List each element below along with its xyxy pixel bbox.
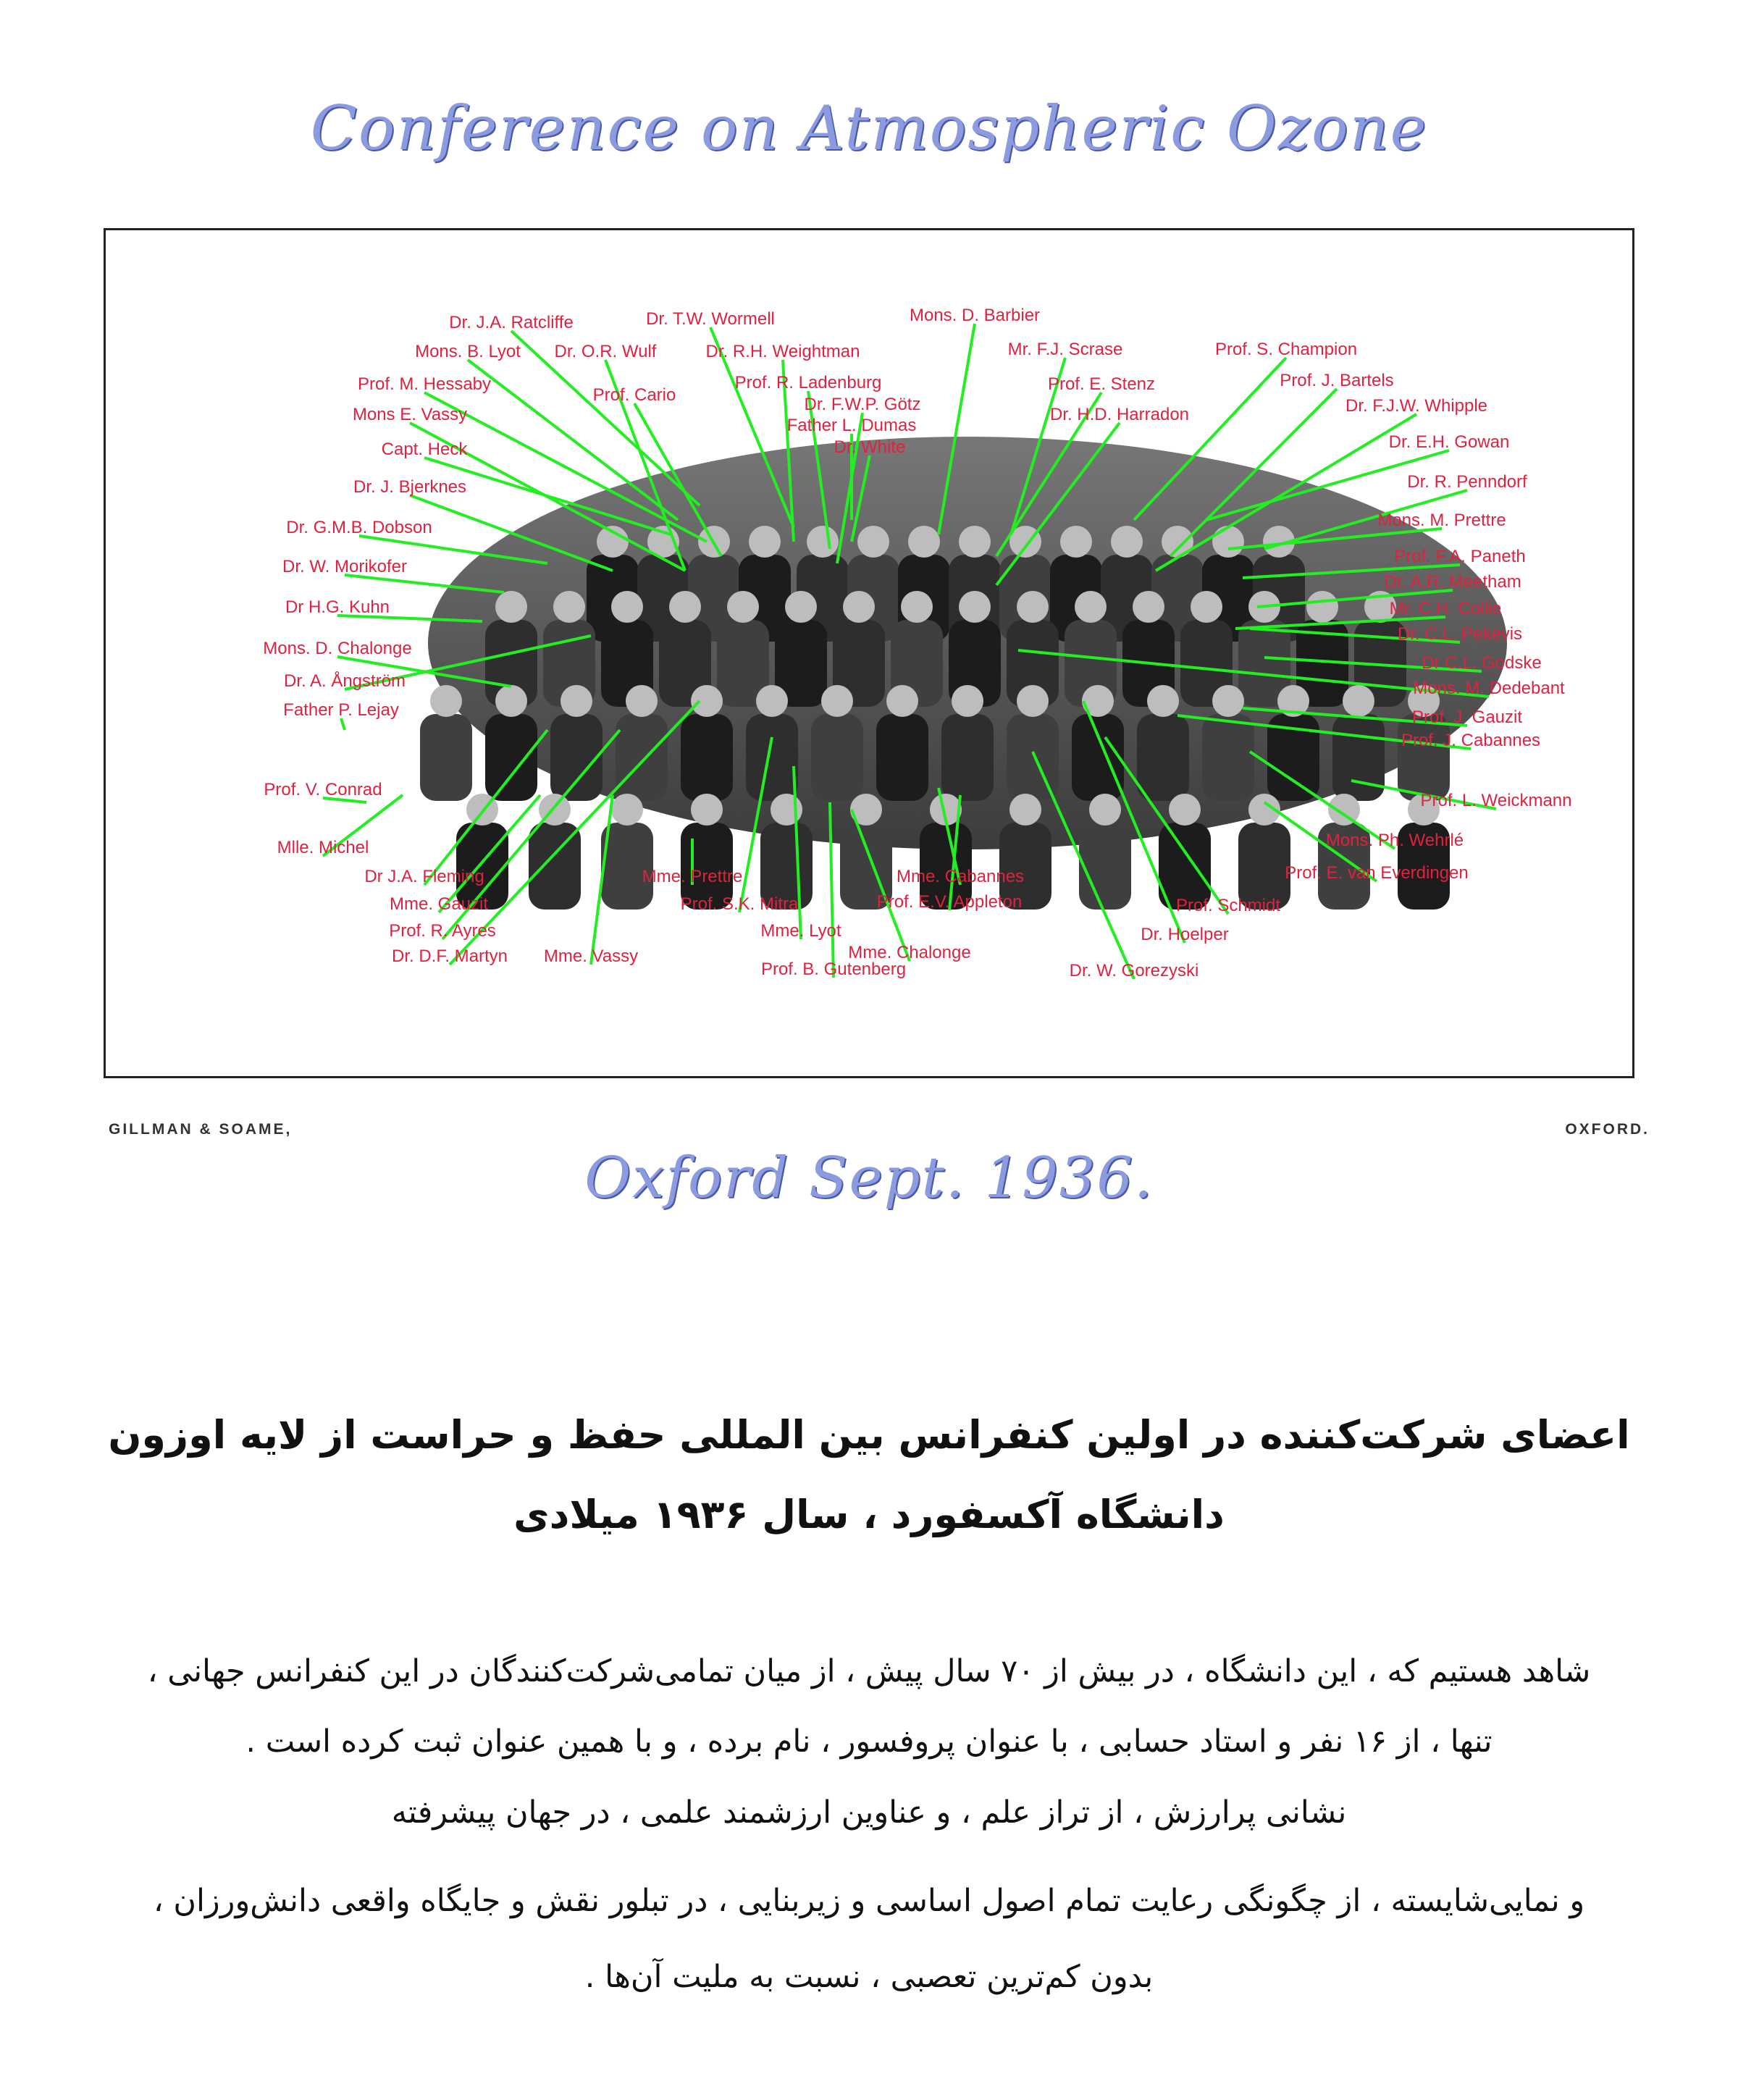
participant-name-label: Prof. Schmidt [1175, 896, 1281, 915]
persian-paragraph-line-5: بدون کم‌ترین تعصبی ، نسبت به ملیت آن‌ها . [584, 1959, 1154, 1995]
persian-heading-line-2: دانشگاه آکسفورد ، سال ۱۹۳۶ میلادی [513, 1492, 1225, 1537]
participant-name-label: Mme. Gauzit [389, 894, 489, 914]
participant-name-label: Mons. M. Prettre [1377, 511, 1506, 530]
participant-name-label: Prof. L. Weickmann [1420, 791, 1572, 810]
participant-name-label: Prof. S.K. Mitra [680, 894, 799, 914]
participant-name-label: Dr. R. Penndorf [1407, 472, 1527, 492]
participant-name-label: Dr. E.H. Gowan [1388, 432, 1510, 452]
participant-name-label: Dr. J. Bjerknes [353, 477, 467, 497]
persian-heading-line-1: اعضای شرکت‌کننده در اولین کنفرانس بین المللی حفظ و حراست از لایه اوزون [108, 1412, 1630, 1458]
participant-name-label: Prof. R. Ladenburg [734, 373, 882, 392]
participant-name-label: Dr. G.M.B. Dobson [286, 518, 432, 537]
person-silhouette [601, 794, 653, 910]
participant-name-label: Mme. Chalonge [848, 943, 971, 962]
leader-line [341, 718, 345, 730]
participant-name-label: Mons. B. Lyot [415, 342, 521, 361]
participant-name-label: Mons. M. Dedebant [1413, 679, 1565, 698]
participant-name-label: Dr. F.J.W. Whipple [1345, 396, 1488, 416]
participant-name-label: Dr. Hoelper [1141, 925, 1229, 944]
participant-name-label: Mr. C.H. Collie [1389, 599, 1502, 618]
participant-name-label: Mons. D. Chalonge [263, 639, 412, 658]
participant-name-label: Dr. W. Gorezyski [1069, 961, 1199, 980]
participant-name-label: Mme. Lyot [760, 921, 841, 941]
participant-name-label: Prof. E. Stenz [1047, 374, 1156, 394]
participant-name-label: Dr J.A. Fleming [364, 867, 484, 886]
participant-name-label: Prof. M. Hessaby [357, 374, 492, 394]
participant-name-label: Dr. White [834, 437, 906, 457]
participant-name-label: Mme. Cabannes [896, 867, 1025, 886]
participant-name-label: Prof. R. Ayres [389, 921, 496, 941]
participant-name-label: Dr. A.R. Meetham [1384, 572, 1521, 592]
person-silhouette [1318, 794, 1370, 910]
participant-name-label: Prof. F.A. Paneth [1394, 547, 1526, 566]
participant-name-label: Dr C.L. Godske [1422, 653, 1542, 673]
participant-name-label: Prof. Cario [592, 385, 676, 405]
participant-name-label: Dr. H.D. Harradon [1049, 405, 1190, 424]
leader-line [468, 360, 678, 520]
participant-name-label: Capt. Heck [381, 440, 468, 459]
participant-name-label: Prof. J. Bartels [1280, 371, 1394, 390]
person-silhouette [529, 794, 581, 910]
participant-name-label: Prof. S. Champion [1214, 340, 1358, 359]
publisher-city: OXFORD. [1565, 1121, 1650, 1138]
person-silhouette [1398, 794, 1450, 910]
participant-name-label: Dr. W. Morikofer [282, 557, 408, 576]
participant-name-label: Father P. Lejay [283, 700, 399, 720]
participant-name-label: Mlle. Michel [277, 838, 369, 857]
persian-paragraph-line-2: تنها ، از ۱۶ نفر و استاد حسابی ، با عنوان پروفسور ، نام برده ، و با همین عنوان ثبت کرده است . [245, 1723, 1493, 1760]
participant-name-label: Prof. V. Conrad [264, 780, 382, 799]
participant-name-label: Father L. Dumas [786, 416, 917, 435]
persian-paragraph-line-1: شاهد هستیم که ، این دانشگاه ، در بیش از ۷۰ سال پیش ، از میان تمامی‌شرکت‌کنندگان در این کنفرانس جهانی ، [147, 1653, 1591, 1689]
participant-name-label: Mons. D. Barbier [909, 306, 1041, 325]
participant-name-label: Prof. B. Gutenberg [760, 959, 907, 979]
photo-frame [104, 228, 1634, 1078]
participant-name-label: Prof. J. Gauzit [1411, 707, 1523, 727]
publisher-imprint: GILLMAN & SOAME, [109, 1121, 293, 1138]
participant-name-label: Prof. J. Cabannes [1401, 731, 1541, 750]
participant-name-label: Prof. E.V. Appleton [876, 892, 1023, 912]
participant-name-label: Dr. F.W.P. Götz [804, 395, 921, 414]
participant-name-label: Mr. F.J. Scrase [1007, 340, 1123, 359]
participant-name-label: Dr. J.A. Ratcliffe [449, 313, 574, 332]
participant-name-label: Mons. Ph. Wehrlé [1325, 831, 1464, 850]
participant-name-label: Mons E. Vassy [352, 405, 468, 424]
participant-name-label: Mme. Vassy [543, 946, 639, 966]
participant-name-label: Dr. R.H. Weightman [705, 342, 860, 361]
group-photo [106, 230, 1637, 1080]
participant-name-label: Dr. T.W. Wormell [646, 309, 775, 329]
participant-name-label: Prof. E. van Everdingen [1285, 863, 1469, 883]
persian-paragraph-line-3: نشانی پرارزش ، از تراز علم ، و عناوین ارزشمند علمی ، در جهان پیشرفته [391, 1794, 1347, 1831]
persian-paragraph-line-4: و نمایی‌شایسته ، از چگونگی رعایت تمام اصول اساسی و زیربنایی ، در تبلور نقش و جایگاه واقعی دانش‌ورزان ، [153, 1883, 1585, 1919]
participant-name-label: Dr. C.L. Pekevis [1397, 624, 1523, 644]
conference-title: Conference on Atmospheric Ozone [310, 93, 1428, 164]
participant-name-label: Dr. A. Ångström [283, 671, 406, 691]
participant-name-label: Dr H.G. Kuhn [285, 597, 390, 617]
participant-name-label: Dr. D.F. Martyn [391, 946, 508, 966]
participant-name-label: Dr. O.R. Wulf [554, 342, 657, 361]
place-date-caption: Oxford Sept. 1936. [584, 1146, 1154, 1211]
participant-name-label: Mme. Prettre [642, 867, 743, 886]
